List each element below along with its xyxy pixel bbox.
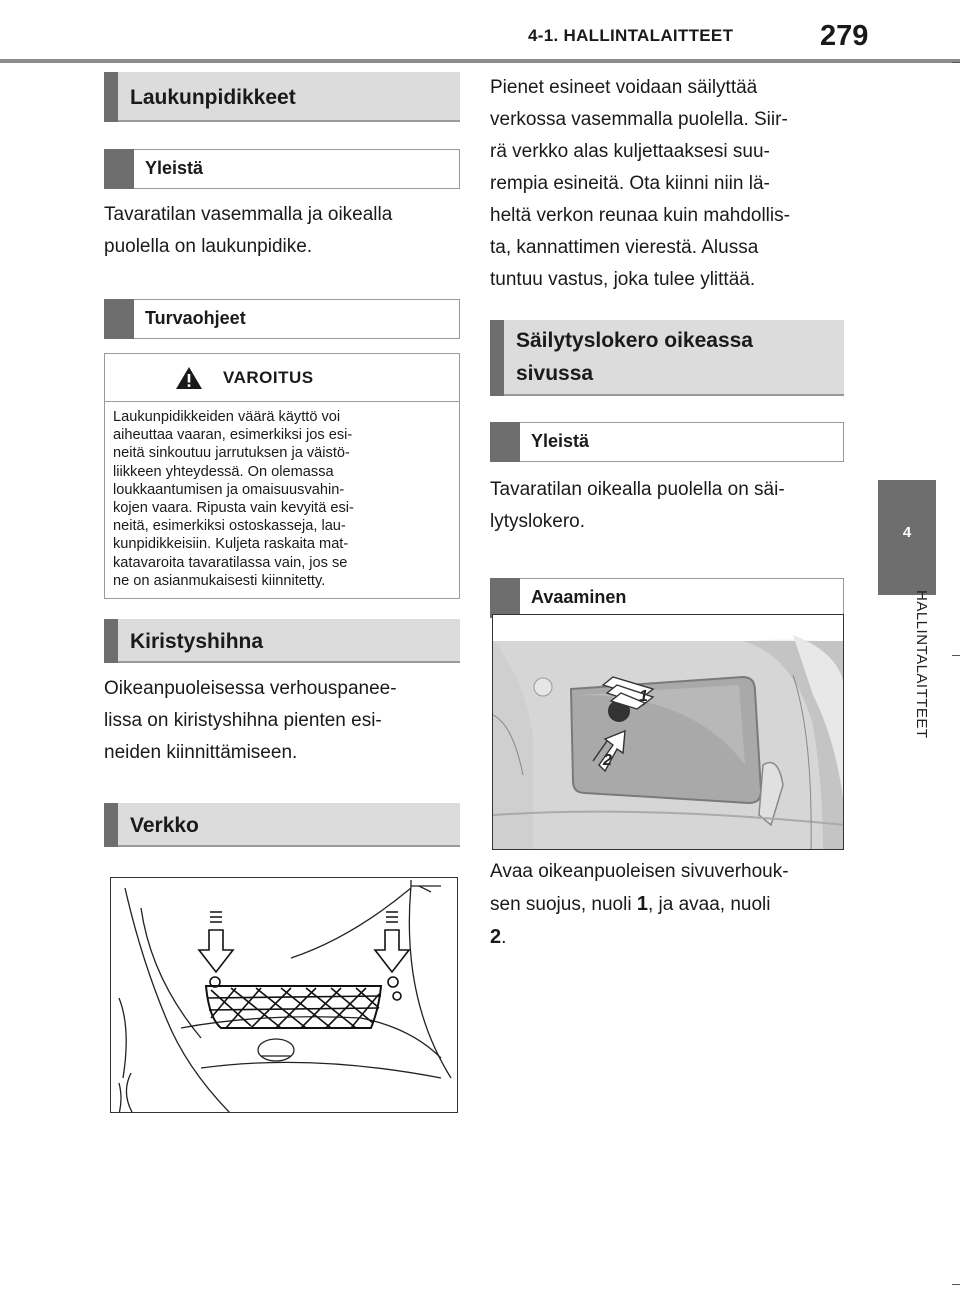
warning-header xyxy=(105,354,459,402)
warning-triangle-icon xyxy=(175,366,203,390)
heading-kiristyshihna xyxy=(104,619,460,663)
warning-box xyxy=(104,353,460,599)
yleista-paragraph xyxy=(104,199,460,263)
text-line: Tavaratilan oikealla puolella on säi- xyxy=(490,479,785,500)
subheading-text: Yleistä xyxy=(145,158,204,178)
page-number: 279 xyxy=(820,20,869,52)
compartment-photo xyxy=(492,614,844,850)
text-line: Tavaratilan vasemmalla ja oikealla xyxy=(104,204,393,225)
right-column xyxy=(490,72,850,618)
kiristyshihna-paragraph xyxy=(104,673,460,769)
margin-tick xyxy=(952,62,960,63)
text-fragment: . xyxy=(501,927,507,948)
arrow-number-2: 2 xyxy=(490,926,502,948)
text-line: lissa on kiristyshihna pienten esi- xyxy=(104,710,382,732)
margin-tick xyxy=(952,655,960,656)
text-line xyxy=(490,921,850,954)
text-fragment: sen suojus, nuoli xyxy=(490,894,637,915)
luggage-net-drawing xyxy=(111,878,458,1113)
text-line: Oikeanpuoleisessa verhouspanee- xyxy=(104,678,397,700)
warning-line: liikkeen yhteydessä. On olemassa xyxy=(113,463,334,480)
verkko-paragraph xyxy=(490,72,850,296)
heading-text: Säilytyslokero oikeassa xyxy=(516,329,753,352)
subheading-yleista xyxy=(104,149,460,189)
warning-line: neitä sinkoutuu jarrutuksen ja väistö- xyxy=(113,445,350,462)
text-line: lytyslokero. xyxy=(490,511,586,532)
heading-text: Kiristyshihna xyxy=(130,630,264,654)
margin-tick xyxy=(952,1284,960,1285)
text-line xyxy=(490,888,850,921)
heading-verkko xyxy=(104,803,460,847)
subheading-text: Yleistä xyxy=(531,431,590,451)
text-line: verkossa vasemmalla puolella. Siir- xyxy=(490,109,788,130)
warning-line: neitä, esimerkiksi ostoskasseja, lau- xyxy=(113,518,346,535)
warning-line: kunpidikkeisiin. Kuljeta raskaita mat- xyxy=(113,536,349,553)
text-line: Avaa oikeanpuoleisen sivuverhouk- xyxy=(490,861,789,882)
header-rule xyxy=(0,59,960,63)
arrow-number-1: 1 xyxy=(636,893,648,915)
text-line: Pienet esineet voidaan säilyttää xyxy=(490,77,758,98)
heading-laukunpidikkeet xyxy=(104,72,460,122)
subheading-yleista-right xyxy=(490,422,844,462)
chapter-label: HALLINTALAITTEET xyxy=(913,590,930,739)
subheading-text: Turvaohjeet xyxy=(145,308,246,328)
left-column xyxy=(104,72,460,847)
text-line: heltä verkon reunaa kuin mahdollis- xyxy=(490,205,790,226)
warning-title: VAROITUS xyxy=(223,367,314,387)
heading-text: sivussa xyxy=(516,362,594,385)
warning-line: katavaroita tavaratilassa vain, jos se xyxy=(113,554,348,571)
heading-text: Verkko xyxy=(130,814,199,838)
text-line: neiden kiinnittämiseen. xyxy=(104,742,298,764)
avaaminen-paragraph xyxy=(490,856,850,954)
subheading-text: Avaaminen xyxy=(531,587,627,607)
text-line: ta, kannattimen vierestä. Alussa xyxy=(490,237,759,258)
heading-sailytyslokero xyxy=(490,320,844,396)
warning-line: kojen vaara. Ripusta vain kevyitä esi- xyxy=(113,500,354,517)
heading-text: Laukunpidikkeet xyxy=(130,86,296,109)
text-line: puolella on laukunpidike. xyxy=(104,236,313,257)
warning-line: Laukunpidikkeiden väärä käyttö voi xyxy=(113,409,341,425)
sailytyslokero-paragraph xyxy=(490,474,850,538)
section-title: 4-1. HALLINTALAITTEET xyxy=(528,26,734,45)
figure-label-1: 1 xyxy=(639,688,648,705)
net-illustration xyxy=(110,877,458,1113)
storage-compartment-drawing xyxy=(493,615,844,850)
chapter-tab: 4 xyxy=(878,480,936,595)
warning-line: loukkaantumisen ja omaisuusvahin- xyxy=(113,481,345,498)
text-line: rä verkko alas kuljettaaksesi suu- xyxy=(490,141,770,162)
warning-line: aiheuttaa vaaran, esimerkiksi jos esi- xyxy=(113,427,353,444)
subheading-turvaohjeet xyxy=(104,299,460,339)
warning-text xyxy=(105,402,459,598)
figure-label-2: 2 xyxy=(603,752,612,769)
text-fragment: , ja avaa, nuoli xyxy=(647,894,771,915)
text-line: rempia esineitä. Ota kiinni niin lä- xyxy=(490,173,770,194)
text-line: tuntuu vastus, joka tulee ylittää. xyxy=(490,269,756,290)
subheading-avaaminen xyxy=(490,578,844,618)
warning-line: ne on asianmukaisesti kiinnitetty. xyxy=(113,572,326,589)
